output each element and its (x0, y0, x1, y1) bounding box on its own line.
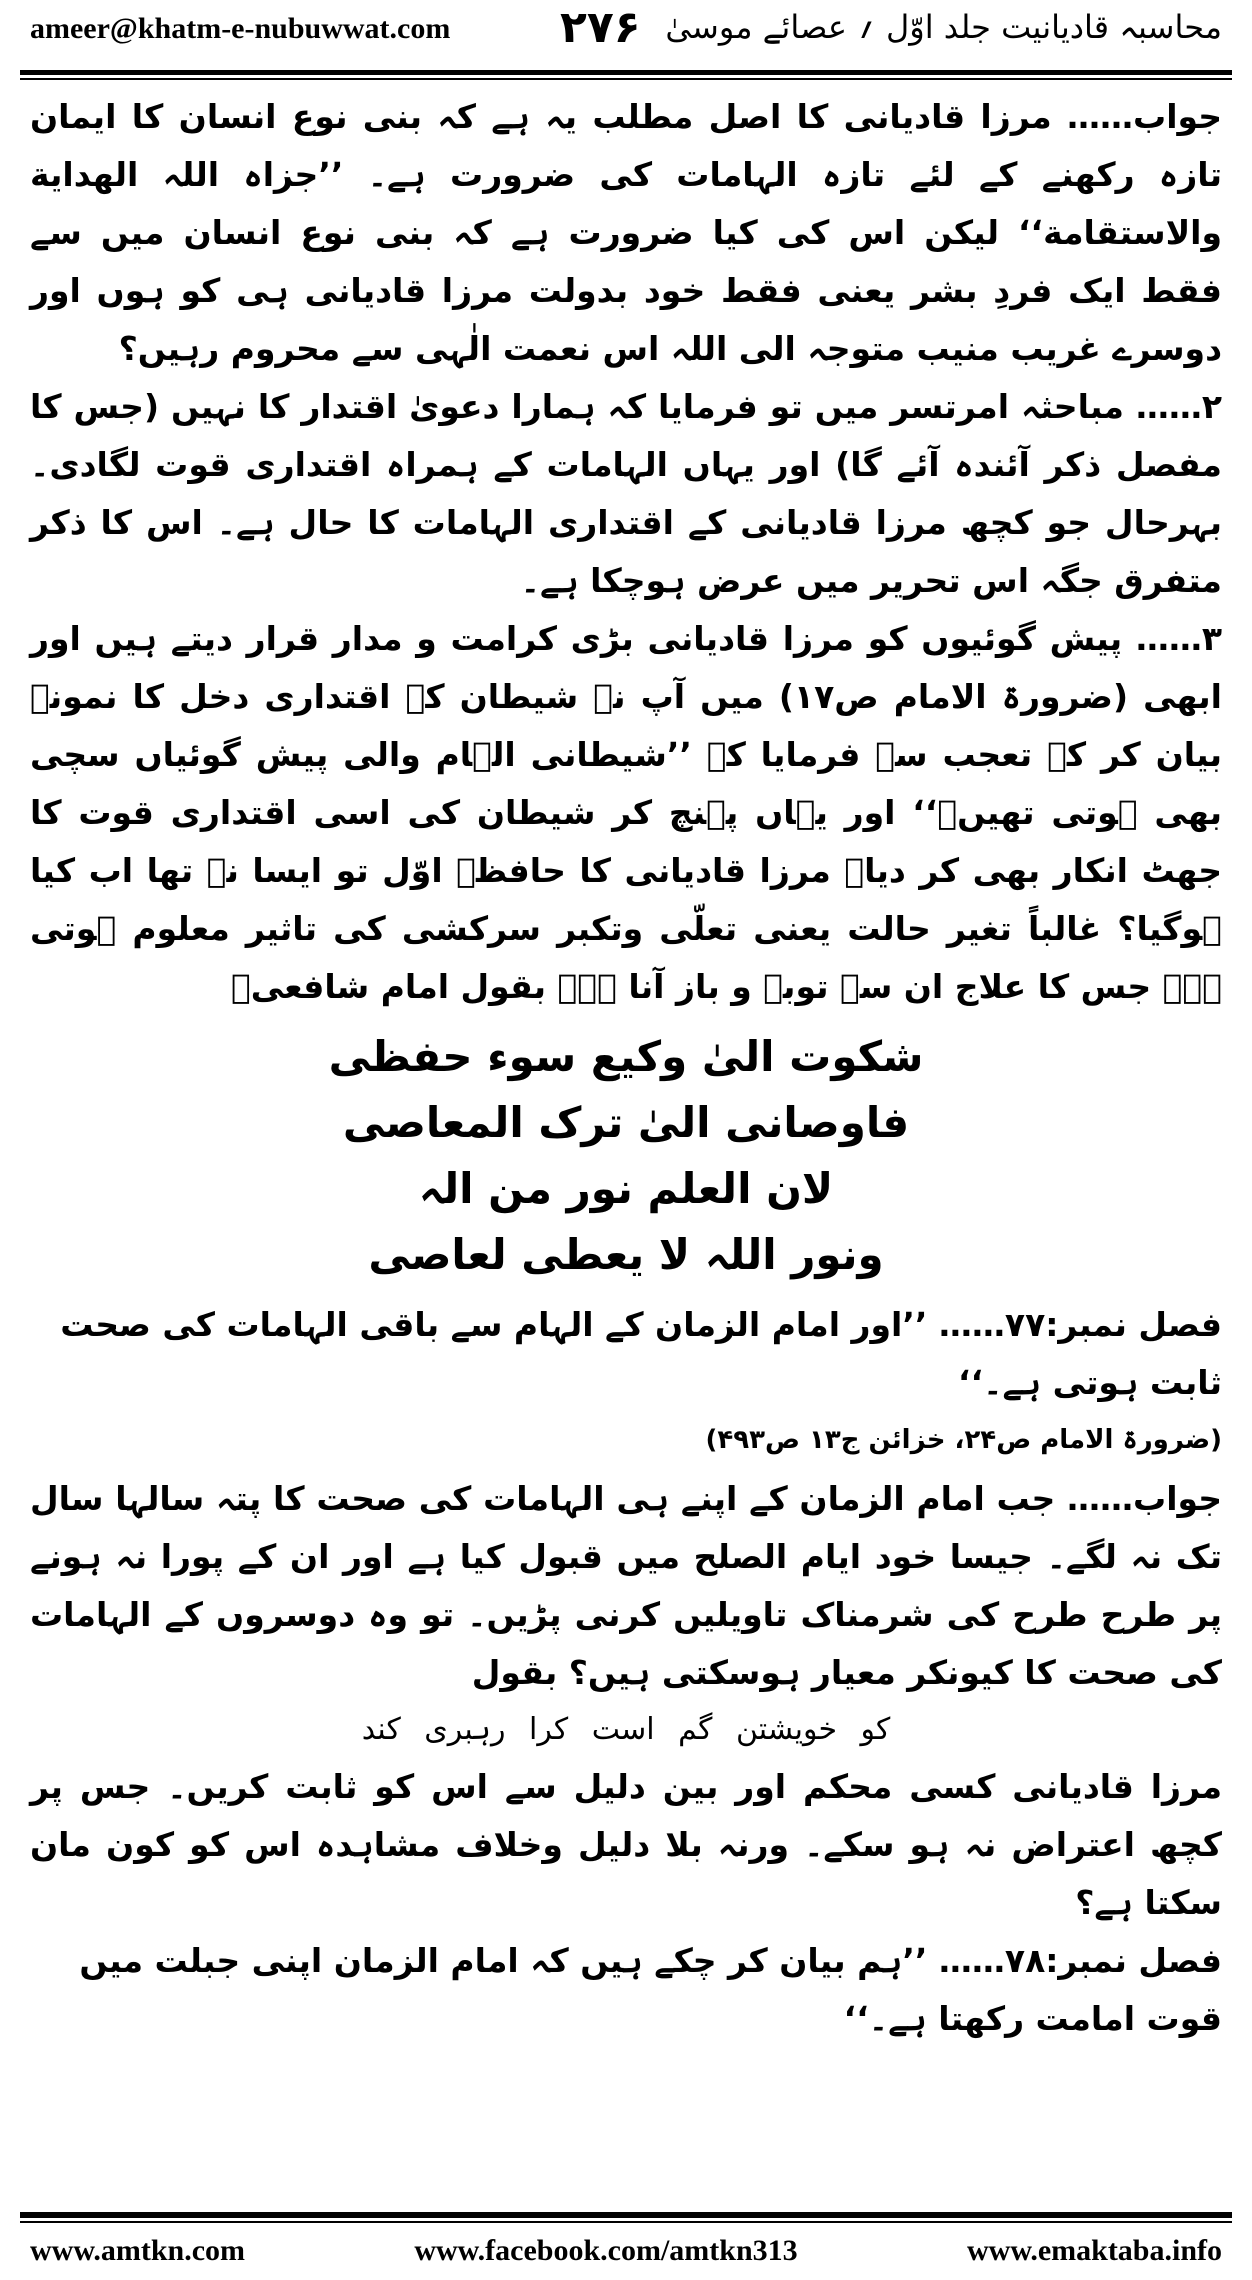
page-header (30, 0, 1222, 72)
point-3-paragraph: ۳…… پیش گوئیوں کو مرزا قادیانی بڑی کرامت و مدار قرار دیتے ہیں اور ابھی (ضرورۃ الامام ص۱۷) میں آپ نے شیطان کے اقتداری دخل کا نمونہ بیان کر کے تعجب سے فرمایا کہ ’’شیطانی الہام والی پیش گوئیاں سچی بھی ہوتی تھیں۔‘‘ اور یہاں پہنچ کر شیطان کی اسی اقتداری قوت کا جھٹ انکار بھی کر دیا۔ مرزا قادیانی کا حافظہ اوّل تو ایسا نہ تھا اب کیا ہوگیا؟ غالباً تغیر حالت یعنی تعلّی وتکبر سرکشی کی تاثیر معلوم ہوتی ہے۔ جس کا علاج ان سے توبہ و باز آنا ہے۔ بقول امام شافعیؒ (30, 619, 1222, 1006)
section-77-answer: جواب…… جب امام الزمان کے اپنے ہی الہامات کی صحت کا پتہ سالہا سال تک نہ لگے۔ جیسا خود ایام الصلح میں قبول کیا ہے اور ان کے پورا نہ ہونے پر طرح طرح کی شرمناک تاویلیں کرنی پڑیں۔ تو وہ دوسروں کے الہامات کی صحت کا کیونکر معیار ہوسکتی ہیں؟ بقول (30, 1479, 1222, 1692)
footer-rule-thick (20, 2212, 1232, 2218)
header-rule-thick (20, 70, 1232, 75)
poem-block (30, 1024, 1222, 1288)
verse-line-4: ونور اللہ لا یعطی لعاصی (368, 1230, 884, 1279)
header-rule-thin (20, 78, 1232, 80)
section-77-answer-continued: مرزا قادیانی کسی محکم اور بین دلیل سے اس کو ثابت کریں۔ جس پر کچھ اعتراض نہ ہو سکے۔ ورنہ بلا دلیل وخلاف مشاہدہ اس کو کون مان سکتا ہے؟ (30, 1767, 1222, 1922)
page-footer (30, 2228, 1222, 2274)
answer-paragraph-1: جواب…… مرزا قادیانی کا اصل مطلب یہ ہے کہ بنی نوع انسان کا ایمان تازہ رکھنے کے لئے تازہ الہامات کی ضرورت ہے۔ ’’جزاہ اللہ الهداية والاستقامة‘‘ لیکن اس کی کیا ضرورت ہے کہ بنی نوع انسان میں سے فقط ایک فردِ بشر یعنی فقط خود بدولت مرزا قادیانی ہی کو ہوں اور دوسرے غریب منیب متوجہ الی اللہ اس نعمت الٰہی سے محروم رہیں؟ (30, 97, 1222, 368)
page-number: ۲۷۶ (560, 2, 641, 53)
verse-line-2: فاوصانی الیٰ ترک المعاصی (342, 1098, 910, 1147)
header-email: ameer@khatm-e-nubuwwat.com (30, 12, 451, 45)
page-body (30, 88, 1222, 2048)
section-77-reference: (ضرورۃ الامام ص۲۴، خزائن ج۱۳ ص۴۹۳) (705, 1425, 1222, 1455)
footer-rule-thin (20, 2221, 1232, 2223)
footer-link-amtkn[interactable]: www.amtkn.com (30, 2234, 245, 2267)
footer-link-facebook[interactable]: www.facebook.com/amtkn313 (414, 2234, 798, 2267)
footer-link-emaktaba[interactable]: www.emaktaba.info (966, 2234, 1222, 2267)
point-2-paragraph: ۲…… مباحثہ امرتسر میں تو فرمایا کہ ہمارا دعویٰ اقتدار کا نہیں (جس کا مفصل ذکر آئندہ آئے گا) اور یہاں الہامات کے ہمراہ اقتداری قوت لگادی۔ بہرحال جو کچھ مرزا قادیانی کے اقتداری الہامات کا حال ہے۔ اس کا ذکر متفرق جگہ اس تحریر میں عرض ہوچکا ہے۔ (30, 387, 1222, 600)
verse-line-1: شکوت الیٰ وکیع سوء حفظی (328, 1032, 924, 1081)
verse-line-3: لان العلم نور من الہ (418, 1164, 834, 1213)
persian-verse: کو خویشتن گم است کرا رہبری کند (361, 1712, 891, 1747)
running-title: محاسبہ قادیانیت جلد اوّل ؍ عصائے موسیٰ (665, 8, 1222, 46)
section-78-heading: فصل نمبر:۷۸…… ’’ہم بیان کر چکے ہیں کہ امام الزمان اپنی جبلت میں قوت امامت رکھتا ہے۔‘‘ (79, 1941, 1222, 2038)
section-77-heading: فصل نمبر:۷۷…… ’’اور امام الزمان کے الہام سے باقی الہامات کی صحت ثابت ہوتی ہے۔‘‘ (60, 1305, 1222, 1402)
